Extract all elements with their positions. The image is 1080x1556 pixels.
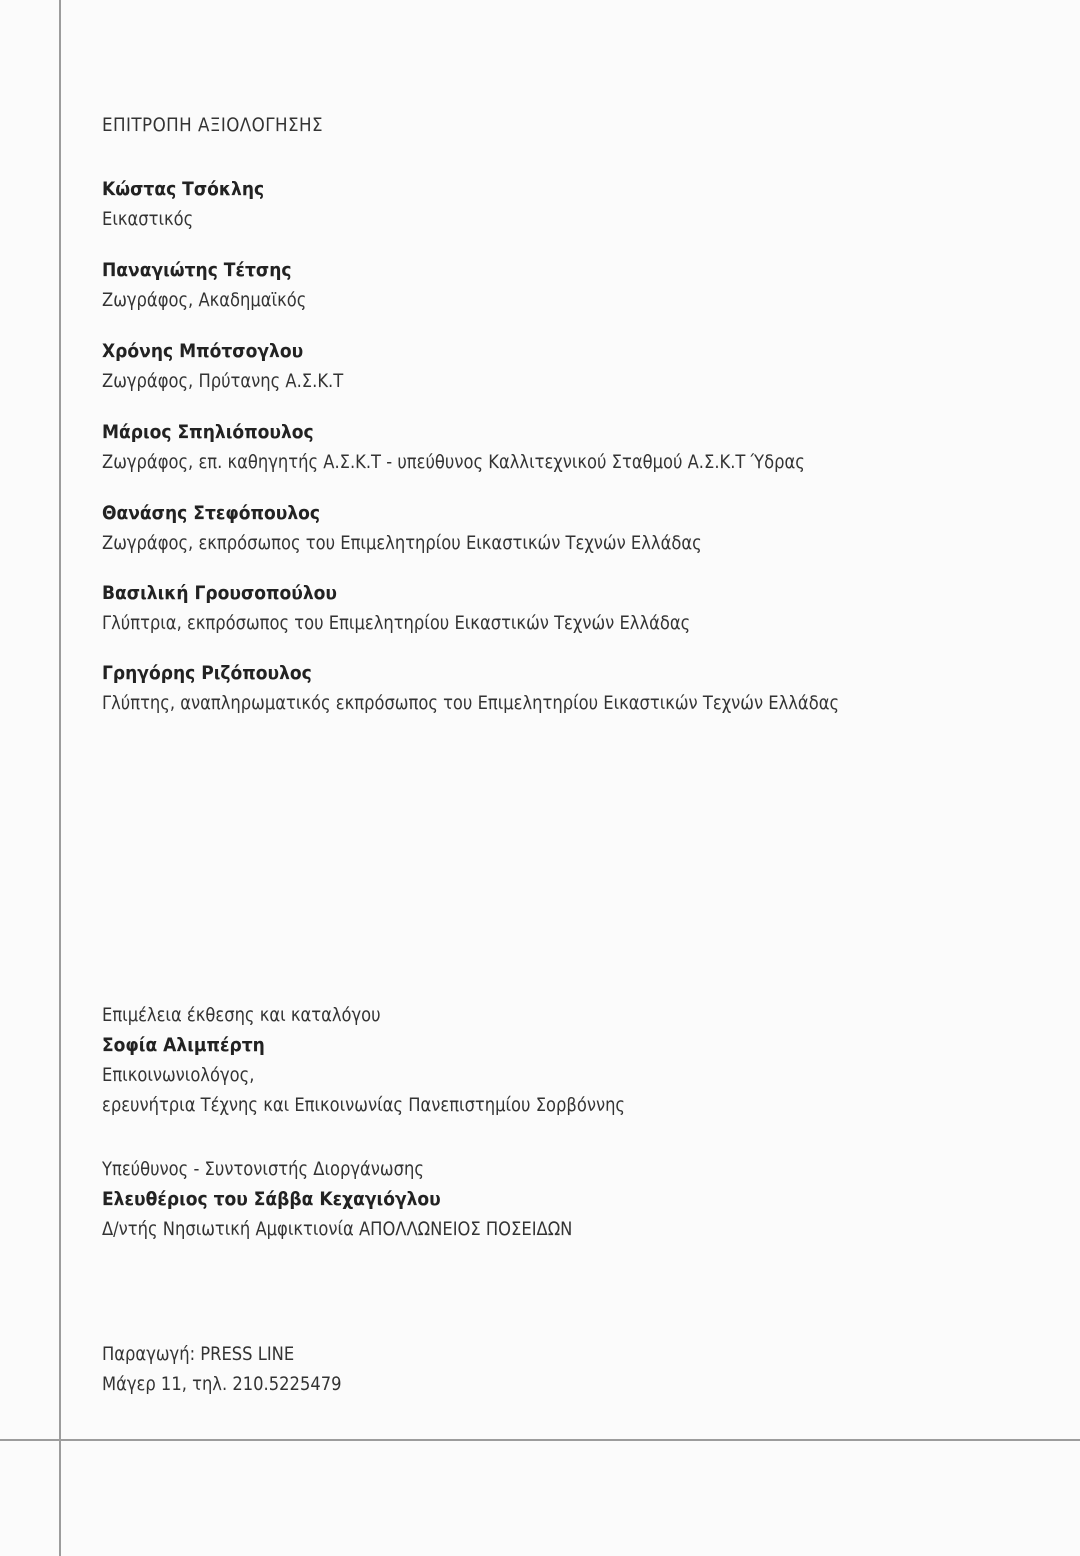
left-margin-rule [59, 0, 61, 1556]
production-company: Παραγωγή: PRESS LINE [102, 1343, 295, 1365]
member-role: Ζωγράφος, Ακαδημαϊκός [102, 289, 307, 311]
member-role: Ζωγράφος, επ. καθηγητής Α.Σ.Κ.Τ - υπεύθυνος Καλλιτεχνικού Σταθμού Α.Σ.Κ.Τ Ύδρας [102, 451, 805, 473]
member-name: Κώστας Τσόκλης [102, 178, 265, 200]
committee-member [102, 417, 919, 477]
member-role: Εικαστικός [102, 208, 194, 230]
coordinator-role: Δ/ντής Νησιωτική Αμφικτιονία ΑΠΟΛΛΩΝΕΙΟΣ ΠΟΣΕΙΔΩΝ [102, 1218, 573, 1240]
curator-name: Σοφία Αλιμπέρτη [102, 1034, 265, 1056]
member-role: Γλύπτης, αναπληρωματικός εκπρόσωπος του Επιμελητηρίου Εικαστικών Τεχνών Ελλάδας [102, 692, 840, 714]
committee-member [102, 498, 799, 558]
curator-role: Επικοινωνιολόγος, [102, 1064, 255, 1086]
curation-credits [102, 1000, 710, 1120]
production-address: Μάγερ 11, τηλ. 210.5225479 [102, 1373, 342, 1395]
curation-label: Επιμέλεια έκθεσης και καταλόγου [102, 1004, 381, 1026]
bottom-margin-rule [0, 1439, 1080, 1441]
coordinator-name: Ελευθέριος του Σάββα Κεχαγιόγλου [102, 1188, 441, 1210]
member-name: Χρόνης Μπότσογλου [102, 340, 304, 362]
coordination-label: Υπεύθυνος - Συντονιστής Διοργάνωσης [102, 1158, 424, 1180]
curator-affiliation: ερευνήτρια Τέχνης και Επικοινωνίας Πανεπιστημίου Σορβόννης [102, 1094, 626, 1116]
member-role: Γλύπτρια, εκπρόσωπος του Επιμελητηρίου Εικαστικών Τεχνών Ελλάδας [102, 612, 691, 634]
committee-title: ΕΠΙΤΡΟΠΗ ΑΞΙΟΛΟΓΗΣΗΣ [102, 114, 324, 136]
member-role: Ζωγράφος, εκπρόσωπος του Επιμελητηρίου Εικαστικών Τεχνών Ελλάδας [102, 532, 702, 554]
member-name: Θανάσης Στεφόπουλος [102, 502, 321, 524]
member-role: Ζωγράφος, Πρύτανης Α.Σ.Κ.Τ [102, 370, 344, 392]
member-name: Παναγιώτης Τέτσης [102, 259, 292, 281]
coordination-credits [102, 1154, 649, 1244]
committee-member [102, 578, 786, 638]
committee-member [102, 255, 340, 315]
member-name: Βασιλική Γρουσοπούλου [102, 582, 337, 604]
committee-member [102, 336, 382, 396]
member-name: Γρηγόρης Ριζόπουλος [102, 662, 312, 684]
committee-member [102, 658, 959, 718]
committee-member [102, 174, 282, 234]
production-credits [102, 1339, 381, 1399]
member-name: Μάριος Σπηλιόπουλος [102, 421, 314, 443]
